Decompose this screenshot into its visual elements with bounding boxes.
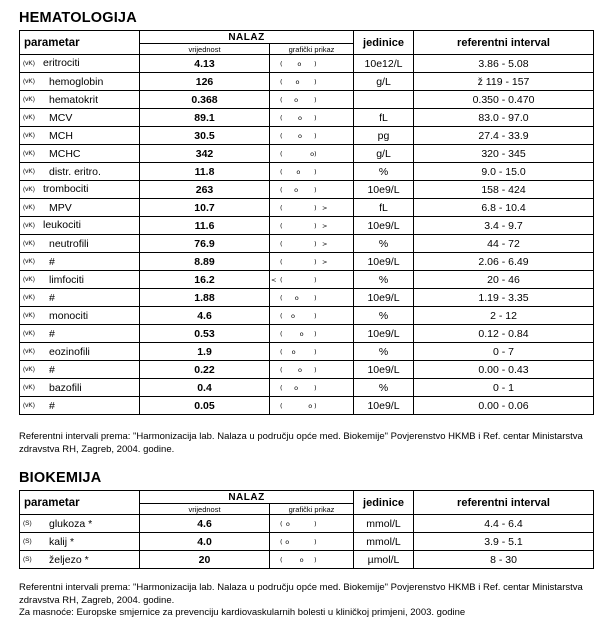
table-row	[20, 551, 594, 569]
range-low-mark: (	[280, 347, 283, 356]
parameter-name: bazofili	[49, 381, 82, 394]
parameter-name: MCH	[49, 129, 73, 142]
parameter-cell	[20, 91, 140, 109]
hematology-reference-note: Referentni intervali prema: "Harmonizacija lab. Nalaza u području opće med. Biokemije" Povjerenstvo HKMB i Ref. centar Ministarstva zdravstva RH, Zagreb, 2004. godine.	[19, 431, 583, 455]
graphic-indicator	[270, 307, 354, 325]
parameter-cell	[20, 145, 140, 163]
graphic-indicator	[270, 551, 354, 569]
range-low-mark: (	[280, 383, 283, 392]
result-value: 1.88	[140, 289, 270, 307]
range-low-mark: (	[280, 167, 283, 176]
range-high-mark: )	[314, 113, 317, 122]
result-value: 89.1	[140, 109, 270, 127]
result-value: 263	[140, 181, 270, 199]
range-low-mark: (	[280, 555, 283, 564]
graphic-indicator	[270, 271, 354, 289]
sample-flag: (vK)	[23, 222, 35, 230]
parameter-name: hemoglobin	[49, 75, 104, 88]
graphic-indicator	[270, 253, 354, 271]
range-low-mark: (	[280, 221, 283, 230]
unit: %	[354, 271, 414, 289]
parameter-name: #	[49, 255, 55, 268]
range-high-mark: )	[314, 203, 317, 212]
value-marker: o	[298, 365, 302, 374]
result-value: 4.13	[140, 55, 270, 73]
header-jedinice: jedinice	[354, 491, 414, 515]
value-marker: o	[298, 113, 302, 122]
reference-interval: 158 - 424	[414, 181, 594, 199]
unit: pg	[354, 127, 414, 145]
parameter-cell	[20, 379, 140, 397]
parameter-name: MPV	[49, 201, 72, 214]
graphic-indicator	[270, 145, 354, 163]
range-high-mark: )	[314, 347, 317, 356]
parameter-name: MCV	[49, 111, 73, 124]
range-high-mark: )	[314, 329, 317, 338]
unit: 10e9/L	[354, 325, 414, 343]
range-high-mark: )	[314, 59, 317, 68]
value-marker: o	[285, 519, 290, 528]
parameter-cell	[20, 163, 140, 181]
reference-interval: 3.86 - 5.08	[414, 55, 594, 73]
unit: 10e9/L	[354, 253, 414, 271]
graphic-indicator	[270, 533, 354, 551]
table-row	[20, 271, 594, 289]
parameter-cell	[20, 235, 140, 253]
sample-flag: (vK)	[23, 258, 35, 266]
graphic-indicator	[270, 235, 354, 253]
sample-flag: (vK)	[23, 276, 35, 284]
graphic-indicator	[270, 163, 354, 181]
range-high-mark: )	[314, 167, 317, 176]
result-value: 342	[140, 145, 270, 163]
parameter-cell	[20, 307, 140, 325]
parameter-name: eozinofili	[49, 345, 90, 358]
table-row	[20, 73, 594, 91]
unit: g/L	[354, 73, 414, 91]
range-low-mark: (	[280, 131, 283, 140]
reference-interval: 0 - 1	[414, 379, 594, 397]
result-value: 10.7	[140, 199, 270, 217]
value-marker: o	[299, 329, 304, 338]
range-low-mark: (	[280, 365, 283, 374]
reference-interval: 1.19 - 3.35	[414, 289, 594, 307]
parameter-name: limfociti	[49, 273, 85, 286]
range-low-mark: (	[280, 275, 283, 284]
table-row	[20, 91, 594, 109]
parameter-name: monociti	[49, 309, 89, 322]
unit: %	[354, 379, 414, 397]
header-vrijednost: vrijednost	[140, 504, 270, 515]
sample-flag: (vK)	[23, 366, 35, 374]
value-marker: o	[285, 537, 290, 546]
range-low-mark: (	[280, 203, 283, 212]
table-row	[20, 109, 594, 127]
value-marker: o	[299, 555, 304, 564]
sample-flag: (vK)	[23, 330, 35, 338]
range-high-mark: )	[314, 131, 317, 140]
parameter-cell	[20, 55, 140, 73]
above-range-arrow: >	[322, 203, 328, 212]
lipids-guideline-note: Za masnoće: Europske smjernice za prevenciju kardiovaskularnih bolesti u kliničkoj primjeni, 2003. godine	[19, 607, 466, 618]
result-value: 11.6	[140, 217, 270, 235]
parameter-cell	[20, 361, 140, 379]
value-marker: o	[294, 293, 299, 302]
range-high-mark: )	[314, 519, 317, 528]
graphic-indicator	[270, 379, 354, 397]
sample-flag: (vK)	[23, 186, 35, 194]
header-referentni-interval: referentni interval	[414, 491, 594, 515]
parameter-cell	[20, 325, 140, 343]
table-row	[20, 343, 594, 361]
result-value: 8.89	[140, 253, 270, 271]
range-low-mark: (	[280, 149, 283, 158]
result-value: 20	[140, 551, 270, 569]
graphic-indicator	[270, 55, 354, 73]
parameter-cell	[20, 199, 140, 217]
reference-interval: 27.4 - 33.9	[414, 127, 594, 145]
reference-interval: 3.9 - 5.1	[414, 533, 594, 551]
biochemistry-table	[19, 490, 594, 569]
parameter-name: kalij *	[49, 535, 75, 548]
reference-interval: 2 - 12	[414, 307, 594, 325]
table-row	[20, 235, 594, 253]
table-row	[20, 325, 594, 343]
parameter-name: leukociti	[43, 219, 81, 232]
graphic-indicator	[270, 343, 354, 361]
range-high-mark: )	[314, 383, 317, 392]
parameter-cell	[20, 271, 140, 289]
graphic-indicator	[270, 91, 354, 109]
range-high-mark: )	[314, 149, 317, 158]
range-high-mark: )	[314, 185, 317, 194]
unit: 10e9/L	[354, 397, 414, 415]
value-marker: o	[298, 131, 302, 140]
sample-flag: (vK)	[23, 96, 35, 104]
sample-flag: (vK)	[23, 132, 35, 140]
parameter-name: hematokrit	[49, 93, 99, 106]
unit: %	[354, 307, 414, 325]
header-graficki-prikaz: grafički prikaz	[270, 504, 354, 515]
unit: µmol/L	[354, 551, 414, 569]
unit: 10e12/L	[354, 55, 414, 73]
header-graficki-prikaz: grafički prikaz	[270, 44, 354, 55]
value-marker: o	[291, 347, 296, 356]
table-row	[20, 307, 594, 325]
header-jedinice: jedinice	[354, 31, 414, 55]
unit: 10e9/L	[354, 217, 414, 235]
value-marker: o	[294, 95, 299, 104]
unit: %	[354, 235, 414, 253]
unit: mmol/L	[354, 515, 414, 533]
sample-flag: (vK)	[23, 114, 35, 122]
sample-flag: (S)	[23, 538, 32, 546]
range-high-mark: )	[314, 275, 317, 284]
reference-interval: 6.8 - 10.4	[414, 199, 594, 217]
parameter-name: #	[49, 399, 55, 412]
result-value: 4.6	[140, 307, 270, 325]
sample-flag: (vK)	[23, 60, 35, 68]
graphic-indicator	[270, 73, 354, 91]
table-row	[20, 379, 594, 397]
reference-interval: 320 - 345	[414, 145, 594, 163]
range-low-mark: (	[280, 95, 283, 104]
range-high-mark: )	[314, 401, 317, 410]
range-high-mark: )	[314, 257, 317, 266]
graphic-indicator	[270, 325, 354, 343]
range-low-mark: (	[280, 537, 283, 546]
graphic-indicator	[270, 109, 354, 127]
biochemistry-title: BIOKEMIJA	[19, 470, 102, 486]
sample-flag: (vK)	[23, 348, 35, 356]
parameter-cell	[20, 551, 140, 569]
table-row	[20, 55, 594, 73]
range-high-mark: )	[314, 221, 317, 230]
parameter-cell	[20, 397, 140, 415]
sample-flag: (vK)	[23, 312, 35, 320]
table-row	[20, 533, 594, 551]
table-row	[20, 217, 594, 235]
reference-interval: 2.06 - 6.49	[414, 253, 594, 271]
value-marker: o	[297, 59, 302, 68]
header-parametar: parametar	[20, 31, 140, 55]
sample-flag: (vK)	[23, 204, 35, 212]
reference-interval: 0.00 - 0.06	[414, 397, 594, 415]
range-low-mark: (	[280, 257, 283, 266]
range-high-mark: )	[314, 77, 317, 86]
graphic-indicator	[270, 397, 354, 415]
parameter-cell	[20, 289, 140, 307]
parameter-name: #	[49, 363, 55, 376]
reference-interval: 0 - 7	[414, 343, 594, 361]
result-value: 0.4	[140, 379, 270, 397]
graphic-indicator	[270, 515, 354, 533]
sample-flag: (vK)	[23, 294, 35, 302]
unit: %	[354, 163, 414, 181]
parameter-cell	[20, 181, 140, 199]
result-value: 0.53	[140, 325, 270, 343]
parameter-name: neutrofili	[49, 237, 89, 250]
table-row	[20, 289, 594, 307]
graphic-indicator	[270, 217, 354, 235]
parameter-cell	[20, 127, 140, 145]
reference-interval: 4.4 - 6.4	[414, 515, 594, 533]
hematology-table	[19, 30, 594, 415]
result-value: 4.0	[140, 533, 270, 551]
header-referentni-interval: referentni interval	[414, 31, 594, 55]
table-row	[20, 163, 594, 181]
sample-flag: (S)	[23, 556, 32, 564]
reference-interval: 0.12 - 0.84	[414, 325, 594, 343]
value-marker: o	[295, 77, 300, 86]
table-row	[20, 361, 594, 379]
result-value: 1.9	[140, 343, 270, 361]
reference-interval: ž 119 - 157	[414, 73, 594, 91]
sample-flag: (vK)	[23, 78, 35, 86]
above-range-arrow: >	[322, 239, 328, 248]
range-low-mark: (	[280, 113, 283, 122]
above-range-arrow: >	[322, 257, 328, 266]
parameter-cell	[20, 73, 140, 91]
unit: mmol/L	[354, 533, 414, 551]
parameter-name: glukoza *	[49, 517, 93, 530]
biochemistry-reference-note: Referentni intervali prema: "Harmonizacija lab. Nalaza u području opće med. Biokemije" Povjerenstvo HKMB i Ref. centar Ministarstva zdravstva RH, Zagreb, 2004. godine.	[19, 582, 583, 606]
range-low-mark: (	[280, 239, 283, 248]
table-row	[20, 181, 594, 199]
reference-interval: 3.4 - 9.7	[414, 217, 594, 235]
value-marker: o	[308, 401, 313, 410]
parameter-cell	[20, 515, 140, 533]
reference-interval: 44 - 72	[414, 235, 594, 253]
parameter-name: #	[49, 291, 55, 304]
parameter-name: eritrociti	[43, 57, 80, 70]
parameter-name: #	[49, 327, 55, 340]
below-range-arrow: <	[271, 275, 277, 284]
reference-interval: 0.00 - 0.43	[414, 361, 594, 379]
header-parametar: parametar	[20, 491, 140, 515]
result-value: 76.9	[140, 235, 270, 253]
range-low-mark: (	[280, 311, 283, 320]
range-high-mark: )	[314, 365, 317, 374]
range-low-mark: (	[280, 59, 283, 68]
table-row	[20, 145, 594, 163]
parameter-name: trombociti	[43, 183, 89, 196]
graphic-indicator	[270, 361, 354, 379]
result-value: 0.22	[140, 361, 270, 379]
header-nalaz: NALAZ	[140, 491, 354, 504]
range-low-mark: (	[280, 519, 283, 528]
result-value: 4.6	[140, 515, 270, 533]
parameter-cell	[20, 253, 140, 271]
value-marker: o	[294, 383, 299, 392]
graphic-indicator	[270, 127, 354, 145]
range-low-mark: (	[280, 77, 283, 86]
sample-flag: (vK)	[23, 150, 35, 158]
unit: g/L	[354, 145, 414, 163]
sample-flag: (vK)	[23, 168, 35, 176]
table-row	[20, 515, 594, 533]
header-vrijednost: vrijednost	[140, 44, 270, 55]
range-low-mark: (	[280, 185, 283, 194]
table-row	[20, 199, 594, 217]
value-marker: o	[290, 311, 295, 320]
range-high-mark: )	[314, 537, 317, 546]
range-high-mark: )	[314, 293, 317, 302]
parameter-name: željezo *	[49, 553, 89, 566]
unit: 10e9/L	[354, 361, 414, 379]
unit: 10e9/L	[354, 181, 414, 199]
sample-flag: (vK)	[23, 240, 35, 248]
result-value: 30.5	[140, 127, 270, 145]
unit: 10e9/L	[354, 289, 414, 307]
unit: %	[354, 343, 414, 361]
value-marker: o	[310, 149, 315, 158]
unit	[354, 91, 414, 109]
parameter-cell	[20, 217, 140, 235]
table-row	[20, 253, 594, 271]
reference-interval: 83.0 - 97.0	[414, 109, 594, 127]
result-value: 11.8	[140, 163, 270, 181]
value-marker: o	[294, 185, 299, 194]
sample-flag: (S)	[23, 520, 32, 528]
reference-interval: 9.0 - 15.0	[414, 163, 594, 181]
value-marker: o	[296, 167, 301, 176]
range-low-mark: (	[280, 329, 283, 338]
result-value: 126	[140, 73, 270, 91]
parameter-cell	[20, 343, 140, 361]
result-value: 16.2	[140, 271, 270, 289]
graphic-indicator	[270, 289, 354, 307]
result-value: 0.05	[140, 397, 270, 415]
sample-flag: (vK)	[23, 402, 35, 410]
reference-interval: 0.350 - 0.470	[414, 91, 594, 109]
reference-interval: 20 - 46	[414, 271, 594, 289]
graphic-indicator	[270, 199, 354, 217]
table-row	[20, 397, 594, 415]
range-high-mark: )	[314, 239, 317, 248]
range-low-mark: (	[280, 293, 283, 302]
hematology-title: HEMATOLOGIJA	[19, 10, 137, 26]
unit: fL	[354, 109, 414, 127]
sample-flag: (vK)	[23, 384, 35, 392]
header-nalaz: NALAZ	[140, 31, 354, 44]
range-high-mark: )	[314, 555, 317, 564]
parameter-cell	[20, 109, 140, 127]
above-range-arrow: >	[322, 221, 328, 230]
range-high-mark: )	[314, 95, 317, 104]
graphic-indicator	[270, 181, 354, 199]
range-low-mark: (	[280, 401, 283, 410]
parameter-name: MCHC	[49, 147, 81, 160]
unit: fL	[354, 199, 414, 217]
parameter-name: distr. eritro.	[49, 165, 101, 178]
reference-interval: 8 - 30	[414, 551, 594, 569]
parameter-cell	[20, 533, 140, 551]
result-value: 0.368	[140, 91, 270, 109]
table-row	[20, 127, 594, 145]
range-high-mark: )	[314, 311, 317, 320]
